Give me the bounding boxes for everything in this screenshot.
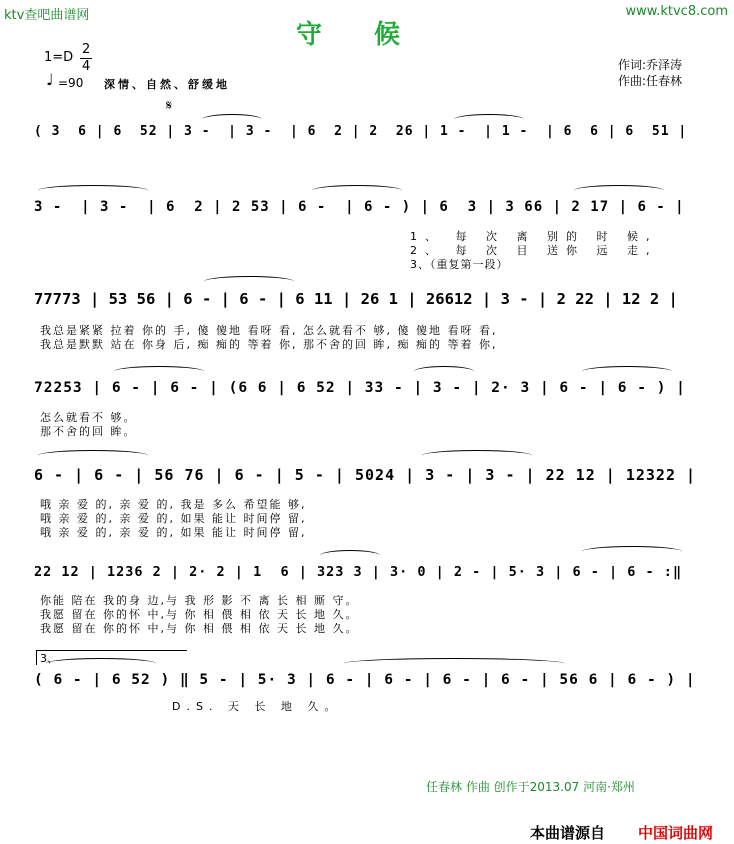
key-signature: 1=D xyxy=(44,50,74,65)
slur xyxy=(114,366,204,377)
score-row-3 xyxy=(34,284,698,314)
slur xyxy=(574,185,664,196)
time-signature-top: 2 xyxy=(82,42,91,57)
source-label: 本曲谱源自 xyxy=(530,824,606,842)
lyric-row-3-line-1: 我总是紧紧 拉着 你的 手, 傻 傻地 看呀 看, 怎么就看不 够, 傻 傻地 看呀 看, xyxy=(40,324,498,337)
verse-line-3: 3、（重复第一段） xyxy=(410,258,509,271)
slur xyxy=(202,114,262,125)
lyric-row-5-line-3: 哦 亲 爱 的, 亲 爱 的, 如果 能让 时间停 留, xyxy=(40,526,307,539)
notes-row-4: 72253 | 6 - | 6 - | (6 6 | 6 52 | 33 - | 3 - | 2· 3 | 6 - | 6 - ) | xyxy=(34,380,686,396)
notes-row-6: 22 12 | 1236 2 | 2· 2 | 1 6 | 323 3 | 3· 0 | 2 - | 5· 3 | 6 - | 6 - :‖ xyxy=(34,564,683,580)
slur xyxy=(454,114,524,125)
notes-row-2: 3 - | 3 - | 6 2 | 2 53 | 6 - | 6 - ) | 6 3 | 3 66 | 2 17 | 6 - | xyxy=(34,199,685,215)
expression-marking: 深情、自然、舒缓地 xyxy=(104,78,230,91)
lyric-row-3-line-2: 我总是默默 站在 你身 后, 痴 痴的 等着 你, 那不舍的回 眸, 痴 痴的 等着 你, xyxy=(40,338,498,351)
notes-row-7: ( 6 - | 6 52 ) ‖ 5 - | 5· 3 | 6 - | 6 - | 6 - | 6 - | 56 6 | 6 - ) | xyxy=(34,672,696,688)
lyric-row-6-line-2: 我愿 留在 你的怀 中,与 你 相 偎 相 依 天 长 地 久。 xyxy=(40,608,359,621)
slur xyxy=(320,550,380,561)
composer-credit: 作曲:任春林 xyxy=(618,74,683,88)
time-signature-bottom: 4 xyxy=(82,59,91,74)
notes-row-1: ( 3 6 | 6 52 | 3 - | 3 - | 6 2 | 2 26 | 1 - | 1 - | 6 6 | 6 51 | xyxy=(34,124,688,139)
score-row-6 xyxy=(34,558,698,588)
verse-line-1: 1、 每 次 离 别的 时 候, xyxy=(410,230,658,243)
lyric-row-7: D.S. 天 长 地 久。 xyxy=(172,700,342,713)
score-row-4 xyxy=(34,374,698,404)
source-site[interactable]: 中国词曲网 xyxy=(638,824,714,842)
slur xyxy=(38,450,148,461)
lyric-row-5-line-2: 哦 亲 爱 的, 亲 爱 的, 如果 能让 时间停 留, xyxy=(40,512,307,525)
segno-icon: 𝄋 xyxy=(166,98,173,114)
song-title: 守候 xyxy=(296,20,453,50)
score-row-5 xyxy=(34,460,698,490)
volta-label: 3、 xyxy=(40,652,58,665)
lyric-row-4-line-1: 怎么就看不 够。 xyxy=(40,411,137,424)
score-row-2 xyxy=(34,193,698,223)
site-url-right: www.ktvc8.com xyxy=(625,4,728,19)
site-name-left: ktv查吧曲谱网 xyxy=(4,8,90,23)
lyricist-credit: 作词:乔泽涛 xyxy=(618,58,683,72)
slur xyxy=(582,366,672,377)
slur xyxy=(582,546,682,557)
score-row-7 xyxy=(34,666,698,696)
notes-row-5: 6 - | 6 - | 56 76 | 6 - | 5 - | 5024 | 3 - | 3 - | 22 12 | 12322 | xyxy=(34,466,697,484)
score-row-1 xyxy=(34,118,698,148)
lyric-row-6-line-3: 我愿 留在 你的怀 中,与 你 相 偎 相 依 天 长 地 久。 xyxy=(40,622,359,635)
tempo-marking: =90 xyxy=(58,76,84,90)
notes-row-3: 77773 | 53 56 | 6 - | 6 - | 6 11 | 26 1 | 26612 | 3 - | 2 22 | 12 2 | xyxy=(34,290,678,308)
slur xyxy=(344,658,564,669)
verse-line-2: 2、 每 次 目 送你 远 走, xyxy=(410,244,658,257)
slur xyxy=(422,450,532,461)
slur xyxy=(414,366,474,377)
lyric-row-6-line-1: 你能 陪在 我的身 边,与 我 形 影 不 离 长 相 厮 守。 xyxy=(40,594,359,607)
slur xyxy=(46,658,156,669)
slur xyxy=(204,276,294,287)
slur xyxy=(312,185,402,196)
lyric-row-4-line-2: 那不舍的回 眸。 xyxy=(40,425,137,438)
quarter-note-icon: ♩ xyxy=(46,70,54,89)
lyric-row-5-line-1: 哦 亲 爱 的, 亲 爱 的, 我是 多么 希望能 够, xyxy=(40,498,307,511)
creation-credit: 任春林 作曲 创作于2013.07 河南·郑州 xyxy=(426,780,635,794)
slur xyxy=(38,185,148,196)
